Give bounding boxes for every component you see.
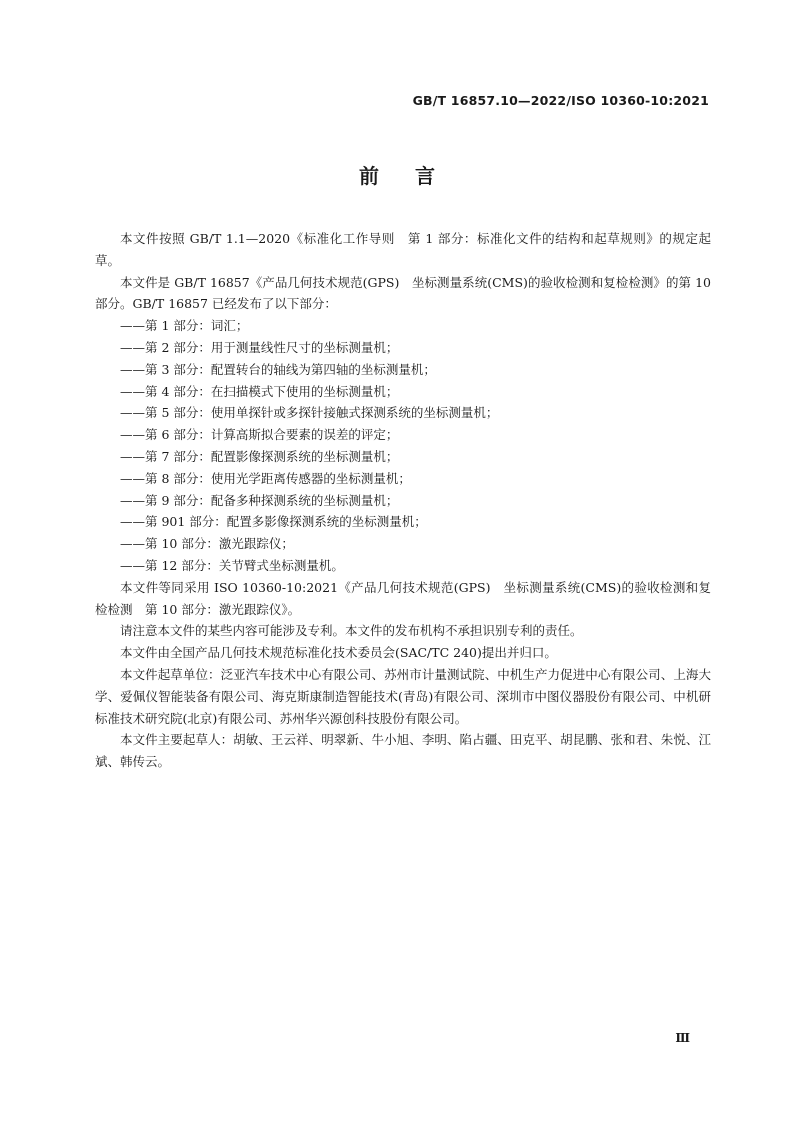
list-item-part-4: ——第 4 部分：在扫描模式下使用的坐标测量机； xyxy=(120,383,399,399)
paragraph-drafting-units: 本文件起草单位：泛亚汽车技术中心有限公司、苏州市计量测试院、中机生产力促进中心有限公司、上海大学、爱佩仪智能装备有限公司、海克斯康制造智能技术(青岛)有限公司、深圳市中图仪器股份有限公司、中机研标准技术研究院(北京)有限公司、苏州华兴源创科技股份有限公司。 xyxy=(95,666,711,726)
list-item-part-12: ——第 12 部分：关节臂式坐标测量机。 xyxy=(120,557,344,573)
paragraph-iso-adoption: 本文件等同采用 ISO 10360-10:2021《产品几何技术规范(GPS) 坐标测量系统(CMS)的验收检测和复检检测 第 10 部分：激光跟踪仪》。 xyxy=(95,579,711,617)
list-item-part-3: ——第 3 部分：配置转台的轴线为第四轴的坐标测量机； xyxy=(120,361,436,377)
paragraph-committee: 本文件由全国产品几何技术规范标准化技术委员会(SAC/TC 240)提出并归口。 xyxy=(120,645,557,661)
paragraph-drafters: 本文件主要起草人：胡敏、王云祥、明翠新、牛小旭、李明、陷占疆、田克平、胡昆鹏、张和君、朱悦、江斌、韩传云。 xyxy=(95,732,711,770)
page-title: 前言 xyxy=(359,164,471,188)
list-item-part-8: ——第 8 部分：使用光学距离传感器的坐标测量机； xyxy=(120,470,411,486)
paragraph-patent-notice: 请注意本文件的某些内容可能涉及专利。本文件的发布机构不承担识别专利的责任。 xyxy=(120,623,583,639)
list-item-part-6: ——第 6 部分：计算高斯拟合要素的误差的评定； xyxy=(120,427,399,443)
standard-code: GB/T 16857.10—2022/ISO 10360-10:2021 xyxy=(412,93,709,108)
list-item-part-2: ——第 2 部分：用于测量线性尺寸的坐标测量机； xyxy=(120,339,399,355)
list-item-part-1: ——第 1 部分：词汇； xyxy=(120,318,249,334)
list-item-part-901: ——第 901 部分：配置多影像探测系统的坐标测量机； xyxy=(120,514,427,530)
list-item-part-10: ——第 10 部分：激光跟踪仪； xyxy=(120,536,294,552)
list-item-part-9: ——第 9 部分：配备多种探测系统的坐标测量机； xyxy=(120,492,399,508)
paragraph-series-intro: 本文件是 GB/T 16857《产品几何技术规范(GPS) 坐标测量系统(CMS)的验收检测和复检检测》的第 10 部分。GB/T 16857 已经发布了以下部分： xyxy=(95,274,711,312)
foreword-body xyxy=(95,228,711,773)
list-item-part-7: ——第 7 部分：配置影像探测系统的坐标测量机； xyxy=(120,448,399,464)
page-number: Ⅲ xyxy=(675,1031,690,1045)
paragraph-drafting-rules: 本文件按照 GB/T 1.1—2020《标准化工作导则 第 1 部分：标准化文件的结构和起草规则》的规定起草。 xyxy=(95,231,711,268)
list-item-part-5: ——第 5 部分：使用单探针或多探针接触式探测系统的坐标测量机； xyxy=(120,405,499,421)
